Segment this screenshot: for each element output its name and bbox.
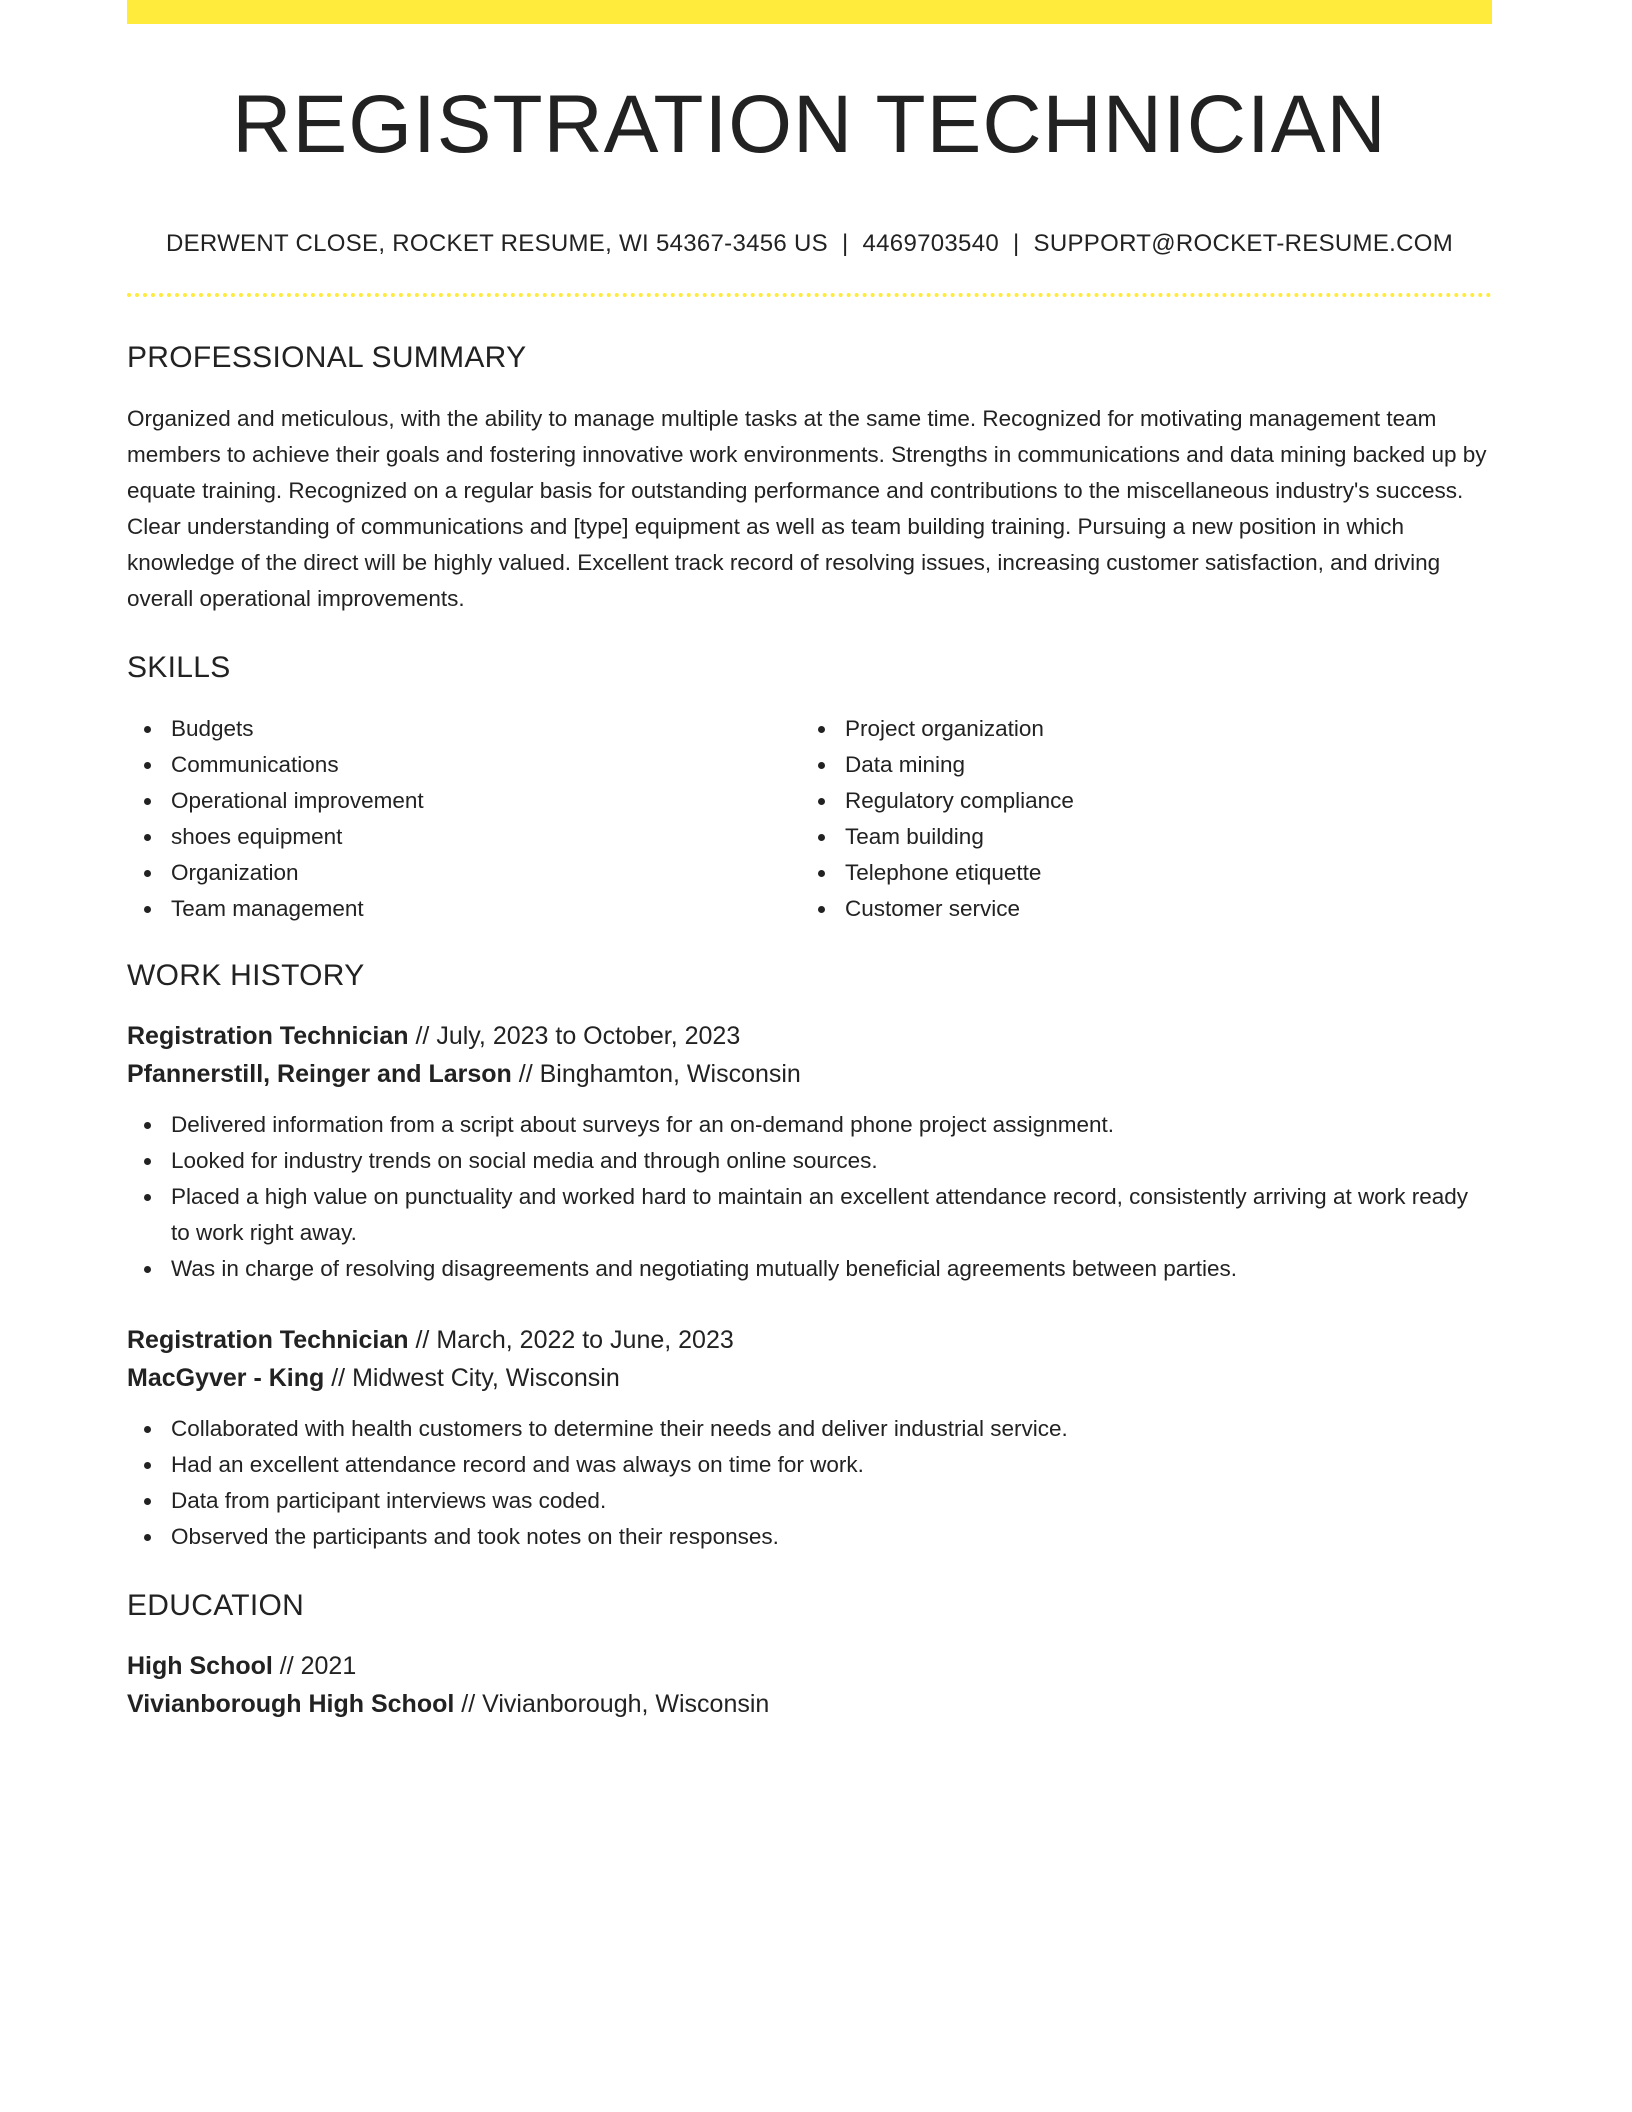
candidate-name: REGISTRATION TECHNICIAN [232, 79, 1387, 170]
contact-separator: | [841, 230, 849, 258]
accent-bar [127, 0, 1492, 24]
skill-item: Project organization [845, 711, 1475, 747]
job-role: Registration Technician [127, 1326, 409, 1355]
contact-separator: | [1013, 230, 1020, 258]
education-degree-line [127, 1647, 1492, 1685]
skill-item: Team management [171, 891, 801, 927]
job-duty-item: Delivered information from a script about surveys for an on-demand phone project assignment. [171, 1107, 1492, 1143]
skills-list [127, 711, 1492, 927]
job-entry [127, 1017, 1492, 1287]
education-location: Vivianborough, Wisconsin [482, 1690, 770, 1719]
job-duties [127, 1107, 1492, 1287]
skills-column-right [801, 711, 1475, 927]
skills-heading: SKILLS [127, 651, 231, 685]
work-history-heading: WORK HISTORY [127, 959, 365, 993]
job-role: Registration Technician [127, 1022, 409, 1051]
skill-item: shoes equipment [171, 819, 801, 855]
summary-heading: PROFESSIONAL SUMMARY [127, 341, 527, 375]
education-entry [127, 1647, 1492, 1723]
education-heading: EDUCATION [127, 1589, 305, 1623]
education-school: Vivianborough High School [127, 1690, 455, 1719]
skill-item: Operational improvement [171, 783, 801, 819]
contact-phone: 4469703540 [862, 230, 999, 258]
job-duty-item: Had an excellent attendance record and was always on time for work. [171, 1447, 1492, 1483]
summary-text: Organized and meticulous, with the ability to manage multiple tasks at the same time. Recognized for motivating management team members to achieve their goals and fostering innovative work environments. Strengths in communications and data mining backed up by equate training. Recognized on a regular basis for outstanding performance and contributions to the miscellaneous industry's success. Clear understanding of communications and [type] equipment as well as team building training. Pursuing a new position in which knowledge of the direct will be highly valued. Excellent track record of resolving issues, increasing customer satisfaction, and driving overall operational improvements. [127, 406, 1487, 612]
resume-page [127, 0, 1492, 1723]
field-separator: // [324, 1364, 353, 1393]
job-dates: July, 2023 to October, 2023 [436, 1022, 741, 1051]
job-location: Midwest City, Wisconsin [352, 1364, 620, 1393]
skill-item: Customer service [845, 891, 1475, 927]
field-separator: // [408, 1326, 437, 1355]
job-duty-item: Placed a high value on punctuality and worked hard to maintain an excellent attendance record, consistently arriving at work ready to work right away. [171, 1179, 1492, 1251]
skill-item: Communications [171, 747, 801, 783]
skill-item: Data mining [845, 747, 1475, 783]
job-role-line [127, 1321, 1492, 1359]
job-duty-item: Looked for industry trends on social media and through online sources. [171, 1143, 1492, 1179]
contact-line [127, 230, 1492, 258]
skill-item: Team building [845, 819, 1475, 855]
job-company: MacGyver - King [127, 1364, 325, 1393]
job-duties [127, 1411, 1492, 1555]
dotted-divider [127, 293, 1492, 297]
job-dates: March, 2022 to June, 2023 [436, 1326, 734, 1355]
field-separator: // [272, 1652, 301, 1681]
skill-item: Telephone etiquette [845, 855, 1475, 891]
job-duty-item: Observed the participants and took notes on their responses. [171, 1519, 1492, 1555]
education-degree: High School [127, 1652, 273, 1681]
job-role-line [127, 1017, 1492, 1055]
field-separator: // [454, 1690, 483, 1719]
job-company-line [127, 1359, 1492, 1397]
skill-item: Budgets [171, 711, 801, 747]
skill-item: Organization [171, 855, 801, 891]
skills-column-left [127, 711, 801, 927]
contact-email: SUPPORT@ROCKET-RESUME.COM [1033, 230, 1454, 258]
field-separator: // [408, 1022, 437, 1051]
job-duty-item: Data from participant interviews was coded. [171, 1483, 1492, 1519]
job-company-line [127, 1055, 1492, 1093]
job-location: Binghamton, Wisconsin [539, 1060, 801, 1089]
skill-item: Regulatory compliance [845, 783, 1475, 819]
job-duty-item: Was in charge of resolving disagreements and negotiating mutually beneficial agreements between parties. [171, 1251, 1492, 1287]
job-company: Pfannerstill, Reinger and Larson [127, 1060, 512, 1089]
education-school-line [127, 1685, 1492, 1723]
contact-address: DERWENT CLOSE, ROCKET RESUME, WI 54367-3456 US [165, 230, 828, 258]
education-year: 2021 [300, 1652, 357, 1681]
field-separator: // [511, 1060, 540, 1089]
job-duty-item: Collaborated with health customers to determine their needs and deliver industrial service. [171, 1411, 1492, 1447]
job-entry [127, 1321, 1492, 1555]
